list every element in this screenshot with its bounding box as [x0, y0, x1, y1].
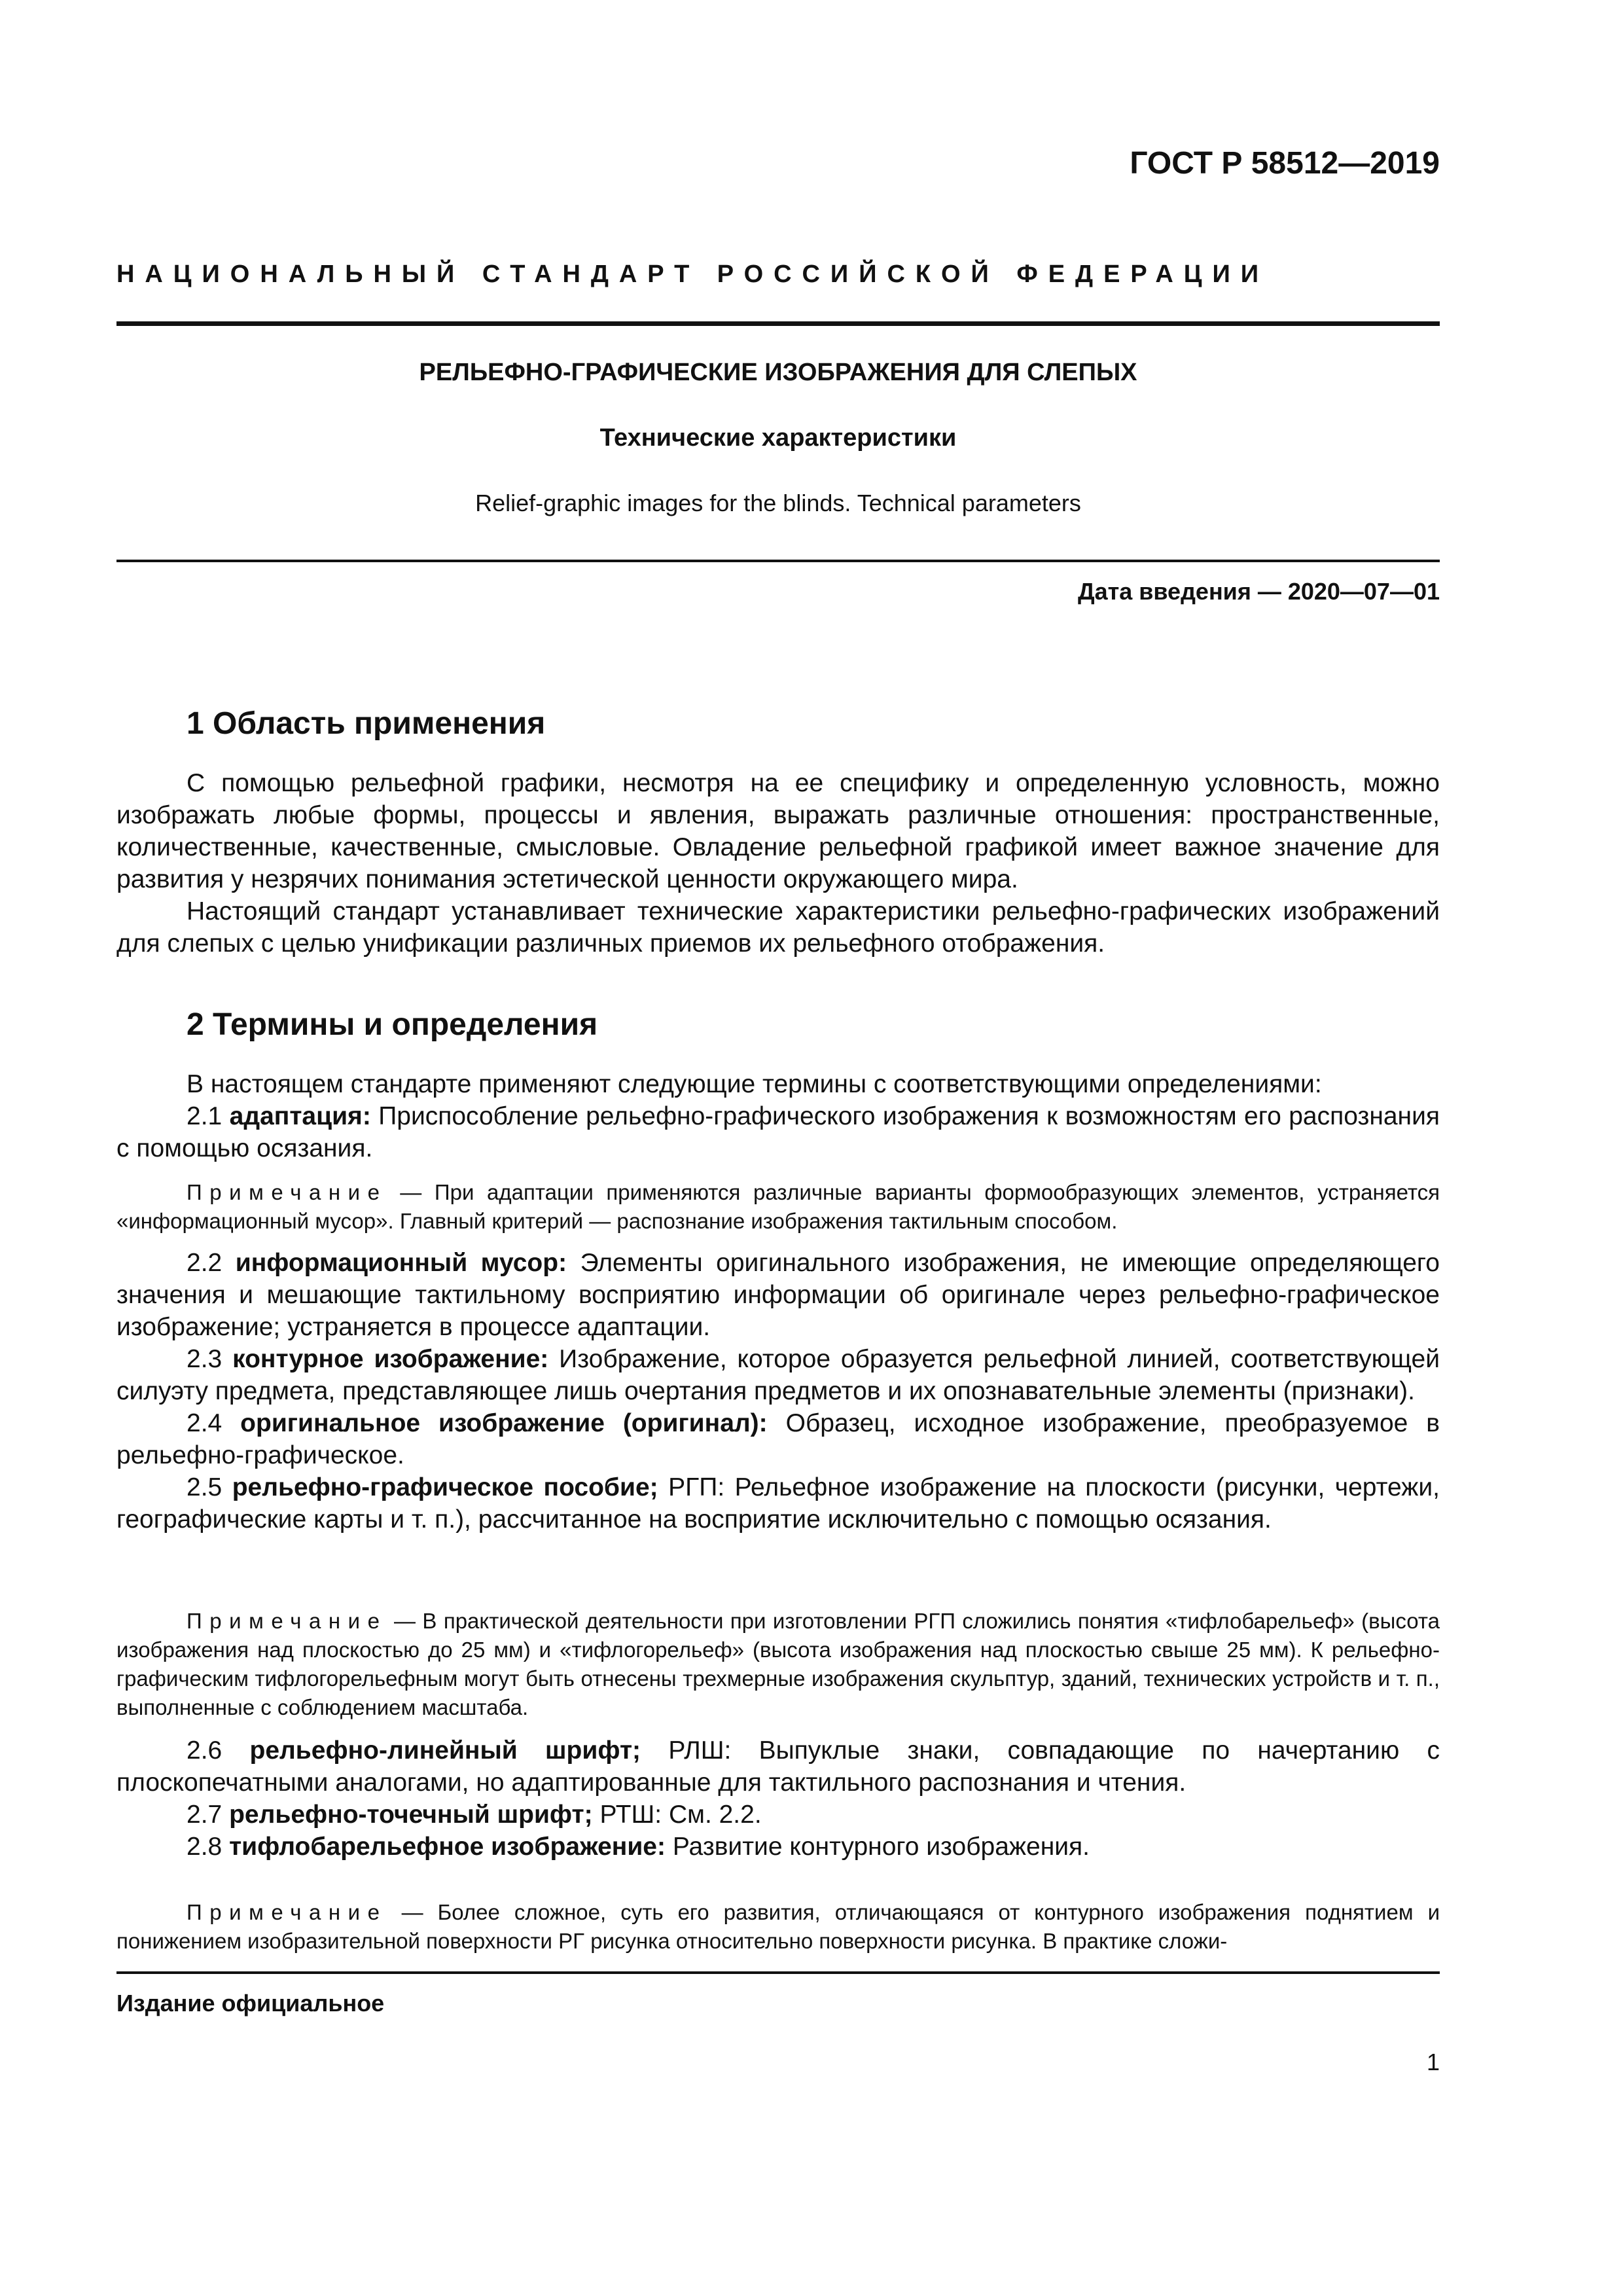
term-2-7: [116, 1799, 1440, 1831]
term-2-1: [116, 1100, 1440, 1164]
page-number: 1: [1426, 2049, 1440, 2075]
section-1-heading: 1 Область применения: [187, 706, 546, 741]
term-name: тифлобарельефное изображение:: [229, 1833, 666, 1861]
term-name: рельефно-графическое пособие;: [232, 1473, 658, 1501]
term-definition: Приспособление рельефно-графического изображения к возможностям его распознания с помощью осязания.: [116, 1102, 1440, 1162]
standard-code: ГОСТ Р 58512—2019: [1130, 146, 1440, 181]
section-1-body: [116, 767, 1440, 960]
term-number: 2.1: [187, 1102, 223, 1130]
section-2-intro: В настоящем стандарте применяют следующие термины с соответствующими определениями:: [187, 1070, 1322, 1098]
term-2-5: [116, 1471, 1440, 1535]
term-name: оригинальное изображение (оригинал):: [240, 1409, 768, 1437]
note-3: [116, 1898, 1440, 1956]
term-number: 2.5: [187, 1473, 223, 1501]
introduction-date: Дата введения — 2020—07—01: [1077, 578, 1440, 605]
term-definition: Развитие контурного изображения.: [672, 1833, 1090, 1861]
section-1-paragraph: Настоящий стандарт устанавливает технические характеристики рельефно-графических изображений для слепых с целью унификации различных приемов их рельефного отображения.: [116, 897, 1440, 958]
document-title: РЕЛЬЕФНО-ГРАФИЧЕСКИЕ ИЗОБРАЖЕНИЯ ДЛЯ СЛЕПЫХ: [419, 359, 1137, 386]
english-title: Relief-graphic images for the blinds. Technical parameters: [475, 490, 1081, 516]
term-definition: Изображение, которое образуется рельефной линией, соответствующей силуэту предмета, представляющее лишь очертания предметов и их опознавательные элементы (признаки).: [116, 1345, 1440, 1405]
section-1-paragraph: С помощью рельефной графики, несмотря на ее специфику и определенную условность, можно изображать любые формы, процессы и явления, выражать различные отношения: пространственные, количественные, качественные, смысловые. Овладение рельефной графикой имеет важное значение для развития у незрячих понимания эстетической ценности окружающего мира.: [116, 769, 1440, 893]
term-name: рельефно-линейный шрифт;: [249, 1736, 641, 1765]
term-number: 2.7: [187, 1801, 223, 1829]
term-number: 2.3: [187, 1345, 223, 1373]
note-label: Примечание: [187, 1180, 387, 1204]
footer-divider: [116, 1971, 1440, 1974]
term-definition: РТШ: См. 2.2.: [599, 1801, 762, 1829]
note-text: — Более сложное, суть его развития, отличающаяся от контурного изображения поднятием и понижением изобразительной поверхности РГ рисунка относительно поверхности рисунка. В практике сложи-: [116, 1900, 1440, 1953]
national-standard-banner: НАЦИОНАЛЬНЫЙ СТАНДАРТ РОССИЙСКОЙ ФЕДЕРАЦИИ: [116, 260, 1270, 288]
note-text: — При адаптации применяются различные варианты формообразующих элементов, устраняется «информационный мусор». Главный критерий — распознание изображения тактильным способом.: [116, 1180, 1440, 1233]
note-label: Примечание: [187, 1609, 387, 1633]
term-name: информационный мусор:: [235, 1249, 567, 1277]
term-number: 2.4: [187, 1409, 223, 1437]
term-number: 2.6: [187, 1736, 223, 1765]
note-text: — В практической деятельности при изготовлении РГП сложились понятия «тифлобарельеф» (высота изображения над плоскостью до 25 мм) и «тифлогорельеф» (высота изображения над плоскостью свыше 25 мм). К рельефно-графическим тифлогорельефным могут быть отнесены трехмерные изображения скульптур, зданий, технических устройств и т. п., выполненные с соблюдением масштаба.: [116, 1609, 1440, 1719]
terms-2-2-to-2-5: [116, 1247, 1440, 1535]
term-2-2: [116, 1247, 1440, 1343]
term-2-3: [116, 1343, 1440, 1407]
term-name: контурное изображение:: [232, 1345, 549, 1373]
document-subtitle: Технические характеристики: [599, 424, 957, 452]
note-label: Примечание: [187, 1900, 387, 1924]
term-2-6: [116, 1734, 1440, 1799]
note-1: [116, 1178, 1440, 1236]
term-definition: Образец, исходное изображение, преобразуемое в рельефно-графическое.: [116, 1409, 1440, 1469]
title-divider: [116, 560, 1440, 562]
note-2: [116, 1607, 1440, 1722]
term-definition: РЛШ: Выпуклые знаки, совпадающие по начертанию с плоскопечатными аналогами, но адаптированные для тактильного распознания и чтения.: [116, 1736, 1440, 1797]
term-name: адаптация:: [229, 1102, 371, 1130]
term-name: рельефно-точечный шрифт;: [229, 1801, 593, 1829]
term-definition: Элементы оригинального изображения, не имеющие определяющего значения и мешающие тактильному восприятию информации об оригинале через рельефно-графическое изображение; устраняется в процессе адаптации.: [116, 1249, 1440, 1341]
term-2-4: [116, 1407, 1440, 1471]
section-2-intro-block: [116, 1068, 1440, 1164]
term-definition: РГП: Рельефное изображение на плоскости (рисунки, чертежи, географические карты и т. п.), рассчитанное на восприятие исключительно с помощью осязания.: [116, 1473, 1440, 1534]
term-number: 2.8: [187, 1833, 223, 1861]
term-2-8: [116, 1831, 1440, 1863]
header-divider: [116, 321, 1440, 326]
official-edition-label: Издание официальное: [116, 1990, 385, 2017]
terms-2-6-to-2-8: [116, 1734, 1440, 1863]
term-number: 2.2: [187, 1249, 223, 1277]
section-2-heading: 2 Термины и определения: [187, 1007, 598, 1042]
